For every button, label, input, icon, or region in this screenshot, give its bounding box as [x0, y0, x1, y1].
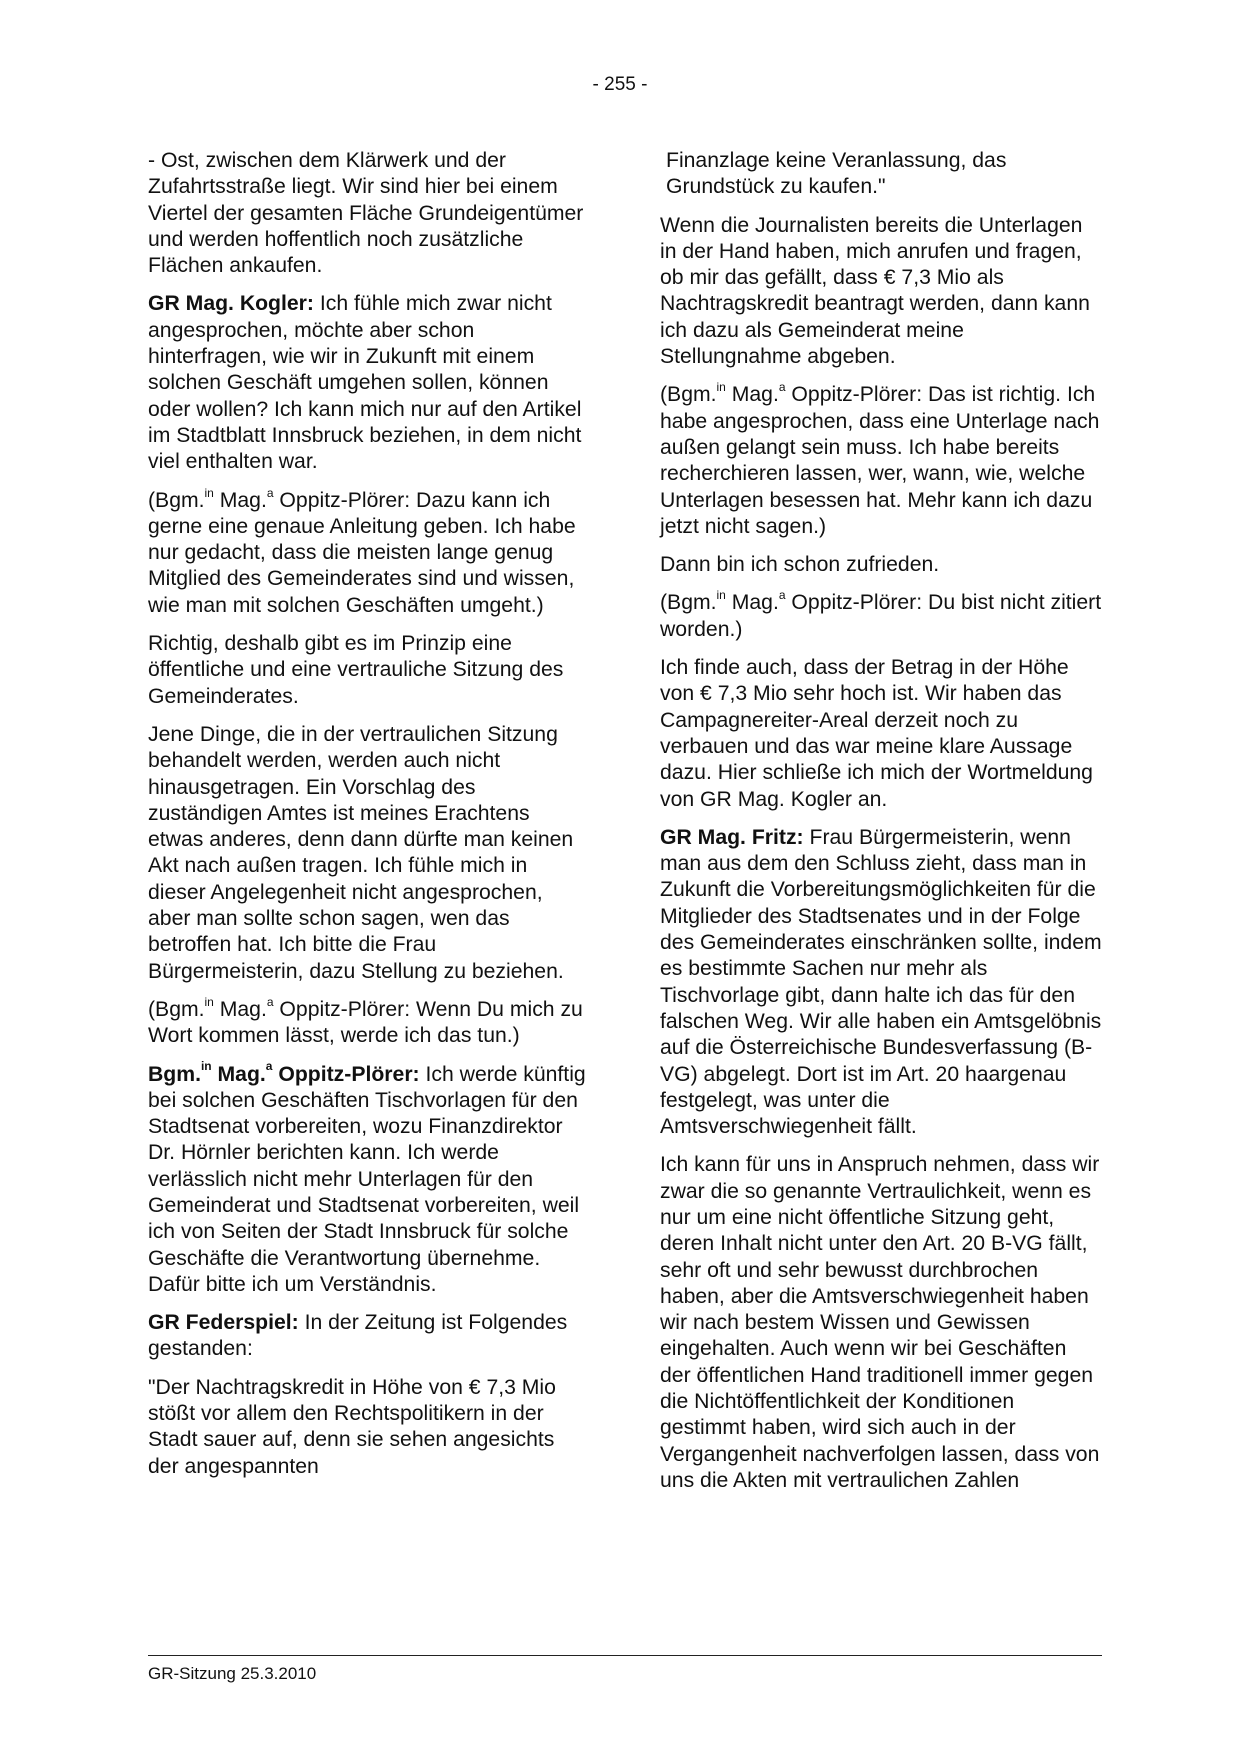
paragraph: Ich kann für uns in Anspruch nehmen, dass wir zwar die so genannte Vertraulichkeit, wenn es nur um eine nicht öffentliche Sitzung geht, deren Inhalt nicht unter den Art. 20 B-VG fällt, sehr oft und sehr bewusst durchbrochen haben, aber die Amtsverschwiegenheit haben wir nach bestem Wissen und Gewissen eingehalten. Auch wenn wir bei Geschäften der öffentlichen Hand traditionell immer gegen die Nichtöffentlichkeit der Konditionen gestimmt haben, wird sich auch in der Vergangenheit nachverfolgen lassen, dass von uns die Akten mit vertraulichen Zahlen — [660, 1153, 1100, 1492]
paragraph: - Ost, zwischen dem Klärwerk und der Zufahrtsstraße liegt. Wir sind hier bei einem Viertel der gesamten Fläche Grundeigentümer und werden hoffentlich noch zusätzliche Flächen ankaufen. — [148, 149, 584, 278]
paragraph: (Bgm.$^{in}$ Mag.$^a$ Oppitz-Plörer: Wenn Du mich zu Wort kommen lässt, werde ich das tun.) — [148, 994, 583, 1048]
quote-paragraph: Finanzlage keine Veranlassung, das Grundstück zu kaufen." — [666, 149, 1007, 199]
paragraph: Jene Dinge, die in der vertraulichen Sitzung behandelt werden, werden auch nicht hinausgetragen. Ein Vorschlag des zuständigen Amtes ist meines Erachtens etwas anderes, denn dann dürfte man keinen Akt nach außen tragen. Ich fühle mich in dieser Angelegenheit nicht angesprochen, aber man sollte schon sagen, wen das betroffen hat. Ich bitte die Frau Bürgermeisterin, dazu Stellung zu beziehen. — [148, 722, 574, 983]
speaker-name: GR Federspiel: — [148, 1311, 299, 1335]
speaker-name: GR Mag. Kogler: — [148, 292, 314, 316]
speaker-name: Bgm.$^{in}$ Mag.$^a$ Oppitz-Plörer: — [148, 1059, 420, 1086]
left-column — [148, 148, 590, 1492]
paragraph: Bgm.$^{in}$ Mag.$^a$ Oppitz-Plörer: Ich werde künftig bei solchen Geschäften Tischvorlagen für den Stadtsenat vorbereiten, wozu Finanzdirektor Dr. Hörnler berichten kann. Ich werde verlässlich nicht mehr Unterlagen für den Gemeinderat und Stadtsenat vorbereiten, weil ich von Seiten der Stadt Innsbruck für solche Geschäfte die Verantwortung übernehme. Dafür bitte ich um Verständnis. — [148, 1059, 586, 1296]
paragraph: (Bgm.$^{in}$ Mag.$^a$ Oppitz-Plörer: Dazu kann ich gerne eine genaue Anleitung geben. Ich habe nur gedacht, dass die meisten lange genug Mitglied des Gemeinderates sind und wissen, wie man mit solchen Geschäften umgeht.) — [148, 485, 576, 617]
speaker-name: GR Mag. Fritz: — [660, 825, 804, 849]
quote-paragraph: "Der Nachtragskredit in Höhe von € 7,3 Mio stößt vor allem den Rechtspolitikern in der Stadt sauer auf, denn sie sehen angesichts der angespannten — [148, 1375, 556, 1478]
paragraph: Dann bin ich schon zufrieden. — [660, 553, 940, 577]
paragraph: GR Mag. Kogler: Ich fühle mich zwar nicht angesprochen, möchte aber schon hinterfragen, wie wir in Zukunft mit einem solchen Geschäft umgehen sollen, können oder wollen? Ich kann mich nur auf den Artikel im Stadtblatt Innsbruck beziehen, in dem nicht viel enthalten war. — [148, 292, 582, 474]
paragraph: GR Federspiel: In der Zeitung ist Folgendes gestanden: — [148, 1311, 568, 1361]
paragraph: (Bgm.$^{in}$ Mag.$^a$ Oppitz-Plörer: Das ist richtig. Ich habe angesprochen, dass eine Unterlage nach außen gelangt sein muss. Ich habe bereits recherchieren lassen, wer, wann, wie, welche Unterlagen besessen hat. Mehr kann ich dazu jetzt nicht sagen.) — [660, 380, 1100, 538]
right-column — [660, 148, 1102, 1506]
paragraph: GR Mag. Fritz: Frau Bürgermeisterin, wenn man aus dem den Schluss zieht, dass man in Zukunft die Vorbereitungsmöglichkeiten für die Mitglieder des Stadtsenates und in der Folge des Gemeinderates einschränken sollte, indem es bestimmte Sachen nur mehr als Tischvorlage gibt, dann halte ich das für den falschen Weg. Wir alle haben ein Amtsgelöbnis auf die Österreichische Bundesverfassung (B-VG) abgelegt. Dort ist im Art. 20 haargenau festgelegt, was unter die Amtsverschwiegenheit fällt. — [660, 825, 1102, 1139]
footer-text: GR-Sitzung 25.3.2010 — [148, 1664, 317, 1683]
paragraph: (Bgm.$^{in}$ Mag.$^a$ Oppitz-Plörer: Du bist nicht zitiert worden.) — [660, 588, 1102, 641]
paragraph: Wenn die Journalisten bereits die Unterlagen in der Hand haben, mich anrufen und fragen, ob mir das gefällt, dass € 7,3 Mio als Nachtragskredit beantragt werden, dann kann ich dazu als Gemeinderat meine Stellungnahme abgeben. — [660, 213, 1090, 369]
footer-divider — [148, 1655, 1102, 1656]
paragraph: Ich finde auch, dass der Betrag in der Höhe von € 7,3 Mio sehr hoch ist. Wir haben das Campagnereiter-Areal derzeit noch zu verbauen und das war meine klare Aussage dazu. Hier schließe ich mich der Wortmeldung von GR Mag. Kogler an. — [660, 656, 1093, 811]
paragraph: Richtig, deshalb gibt es im Prinzip eine öffentliche und eine vertrauliche Sitzung des Gemeinderates. — [148, 632, 564, 708]
page-number: - 255 - — [592, 74, 648, 95]
